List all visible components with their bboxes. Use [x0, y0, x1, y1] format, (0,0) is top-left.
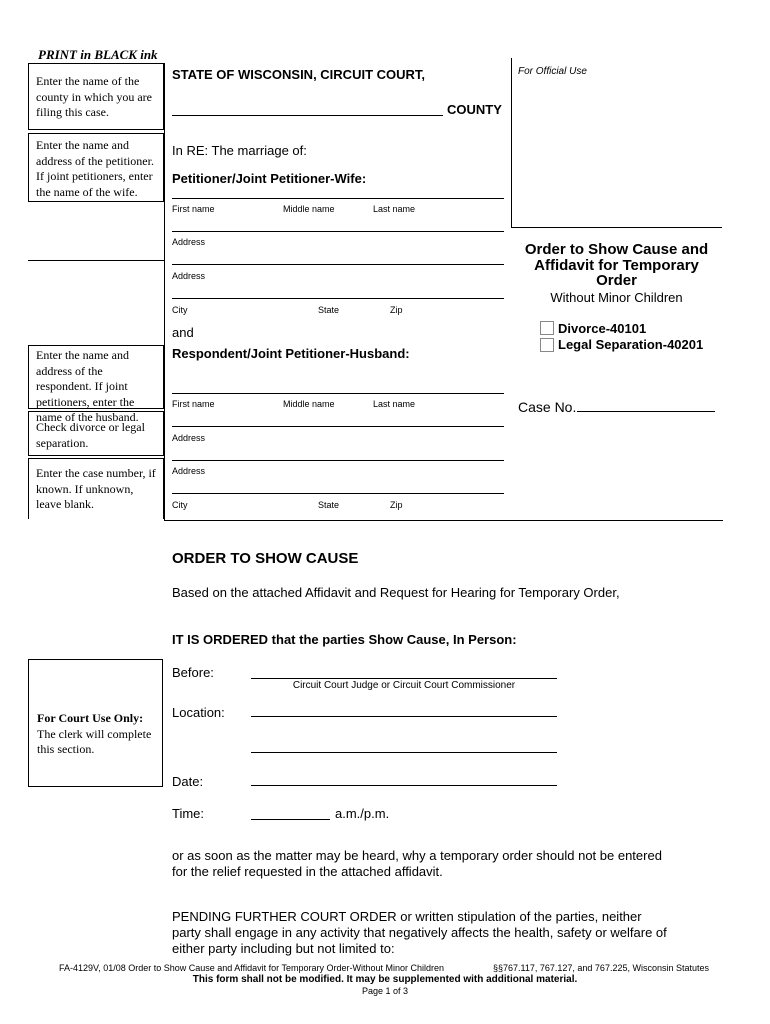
date-input[interactable] [251, 785, 557, 786]
in-re-label: In RE: The marriage of: [172, 143, 307, 158]
order-paragraph-2: PENDING FURTHER COURT ORDER or written stipulation of the parties, neither party shall engage in any activity that negatively affects the health, safety or welfare of either party including but not limited to: [172, 909, 667, 956]
case-no-label: Case No. [518, 399, 577, 415]
instruction-divorce [28, 411, 164, 456]
court-use-title: For Court Use Only: [37, 711, 144, 725]
based-on-text: Based on the attached Affidavit and Request for Hearing for Temporary Order, [172, 585, 620, 600]
county-input[interactable] [172, 115, 443, 116]
time-input[interactable] [251, 819, 330, 820]
page-number: Page 1 of 3 [361, 986, 409, 996]
time-label: Time: [172, 806, 205, 821]
footer-form-id: FA-4129V, 01/08 Order to Show Cause and Affidavit for Temporary Order-Without Minor Children [59, 963, 445, 973]
state-caption: State [318, 305, 340, 315]
instruction-respondent-text: Enter the name and address of the respondent. If joint petitioners, enter the name of the husband. [36, 348, 139, 424]
respondent-address2-input[interactable] [172, 460, 504, 461]
divider [164, 63, 165, 520]
print-note: PRINT in BLACK ink [38, 47, 158, 62]
petitioner-address-input[interactable] [172, 231, 504, 232]
instruction-petitioner-text: Enter the name and address of the petitioner. If joint petitioners, enter the name of the wife. [36, 138, 154, 199]
footer-statutes: §§767.117, 767.127, and 767.225, Wisconsin Statutes [493, 963, 709, 973]
middle-name-caption: Middle name [283, 399, 335, 409]
footer-notice: This form shall not be modified. It may be supplemented with additional material. [192, 974, 578, 985]
respondent-city-input[interactable] [172, 493, 504, 494]
form-title-line3: Order [596, 272, 637, 289]
last-name-caption: Last name [373, 204, 416, 214]
court-heading: STATE OF WISCONSIN, CIRCUIT COURT, [172, 67, 426, 82]
petitioner-address2-input[interactable] [172, 264, 504, 265]
address-caption: Address [172, 433, 206, 443]
divider [511, 227, 722, 228]
legal-separation-checkbox[interactable] [540, 338, 554, 352]
ampm-label: a.m./p.m. [335, 806, 390, 821]
instruction-respondent [28, 345, 164, 424]
city-caption: City [172, 305, 188, 315]
form-title-line1: Order to Show Cause and [524, 241, 709, 258]
petitioner-city-input[interactable] [172, 298, 504, 299]
address-caption: Address [172, 466, 206, 476]
instruction-case-number [28, 458, 164, 519]
address-caption: Address [172, 237, 206, 247]
form-subtitle: Without Minor Children [550, 290, 683, 305]
divider [28, 260, 165, 261]
location-label: Location: [172, 705, 225, 720]
divorce-checkbox[interactable] [540, 321, 554, 335]
and-label: and [172, 325, 194, 340]
legal-separation-option-label: Legal Separation-40201 [558, 337, 704, 352]
zip-caption: Zip [390, 305, 403, 315]
form-title [511, 242, 722, 289]
divider [164, 520, 723, 521]
location-input[interactable] [251, 716, 557, 717]
official-use-label: For Official Use [518, 66, 587, 77]
middle-name-caption: Middle name [283, 204, 335, 214]
order-heading: ORDER TO SHOW CAUSE [172, 550, 359, 567]
order-paragraph-1: or as soon as the matter may be heard, why a temporary order should not be entered for the relief requested in the attached affidavit. [172, 848, 662, 879]
first-name-caption: First name [172, 399, 215, 409]
petitioner-label: Petitioner/Joint Petitioner-Wife: [172, 171, 367, 186]
petitioner-name-input[interactable] [172, 198, 504, 199]
instruction-petitioner [28, 133, 164, 202]
state-caption: State [318, 500, 340, 510]
instruction-county [28, 63, 164, 130]
first-name-caption: First name [172, 204, 215, 214]
before-label: Before: [172, 665, 214, 680]
instruction-case-number-text: Enter the case number, if known. If unknown, leave blank. [36, 466, 156, 511]
divider [511, 58, 512, 228]
date-label: Date: [172, 774, 204, 789]
form-title-line2: Affidavit for Temporary [534, 256, 699, 274]
zip-caption: Zip [390, 500, 403, 510]
instruction-county-text: Enter the name of the county in which you are filing this case. [36, 74, 152, 119]
before-input[interactable] [251, 678, 557, 679]
it-is-ordered-text: IT IS ORDERED that the parties Show Cause, In Person: [172, 632, 517, 647]
respondent-name-input[interactable] [172, 393, 504, 394]
respondent-address-input[interactable] [172, 426, 504, 427]
respondent-label: Respondent/Joint Petitioner-Husband: [172, 346, 410, 361]
address-caption: Address [172, 271, 206, 281]
divorce-option-label: Divorce-40101 [558, 321, 647, 336]
court-use-box [28, 659, 163, 787]
before-caption: Circuit Court Judge or Circuit Court Commissioner [292, 680, 516, 691]
county-label: COUNTY [447, 102, 502, 117]
city-caption: City [172, 500, 188, 510]
instruction-divorce-text: Check divorce or legal separation. [36, 420, 145, 450]
location-input-line2[interactable] [251, 752, 557, 753]
court-use-text: The clerk will complete this section. [37, 726, 152, 756]
case-number-input[interactable] [577, 411, 715, 412]
last-name-caption: Last name [373, 399, 416, 409]
